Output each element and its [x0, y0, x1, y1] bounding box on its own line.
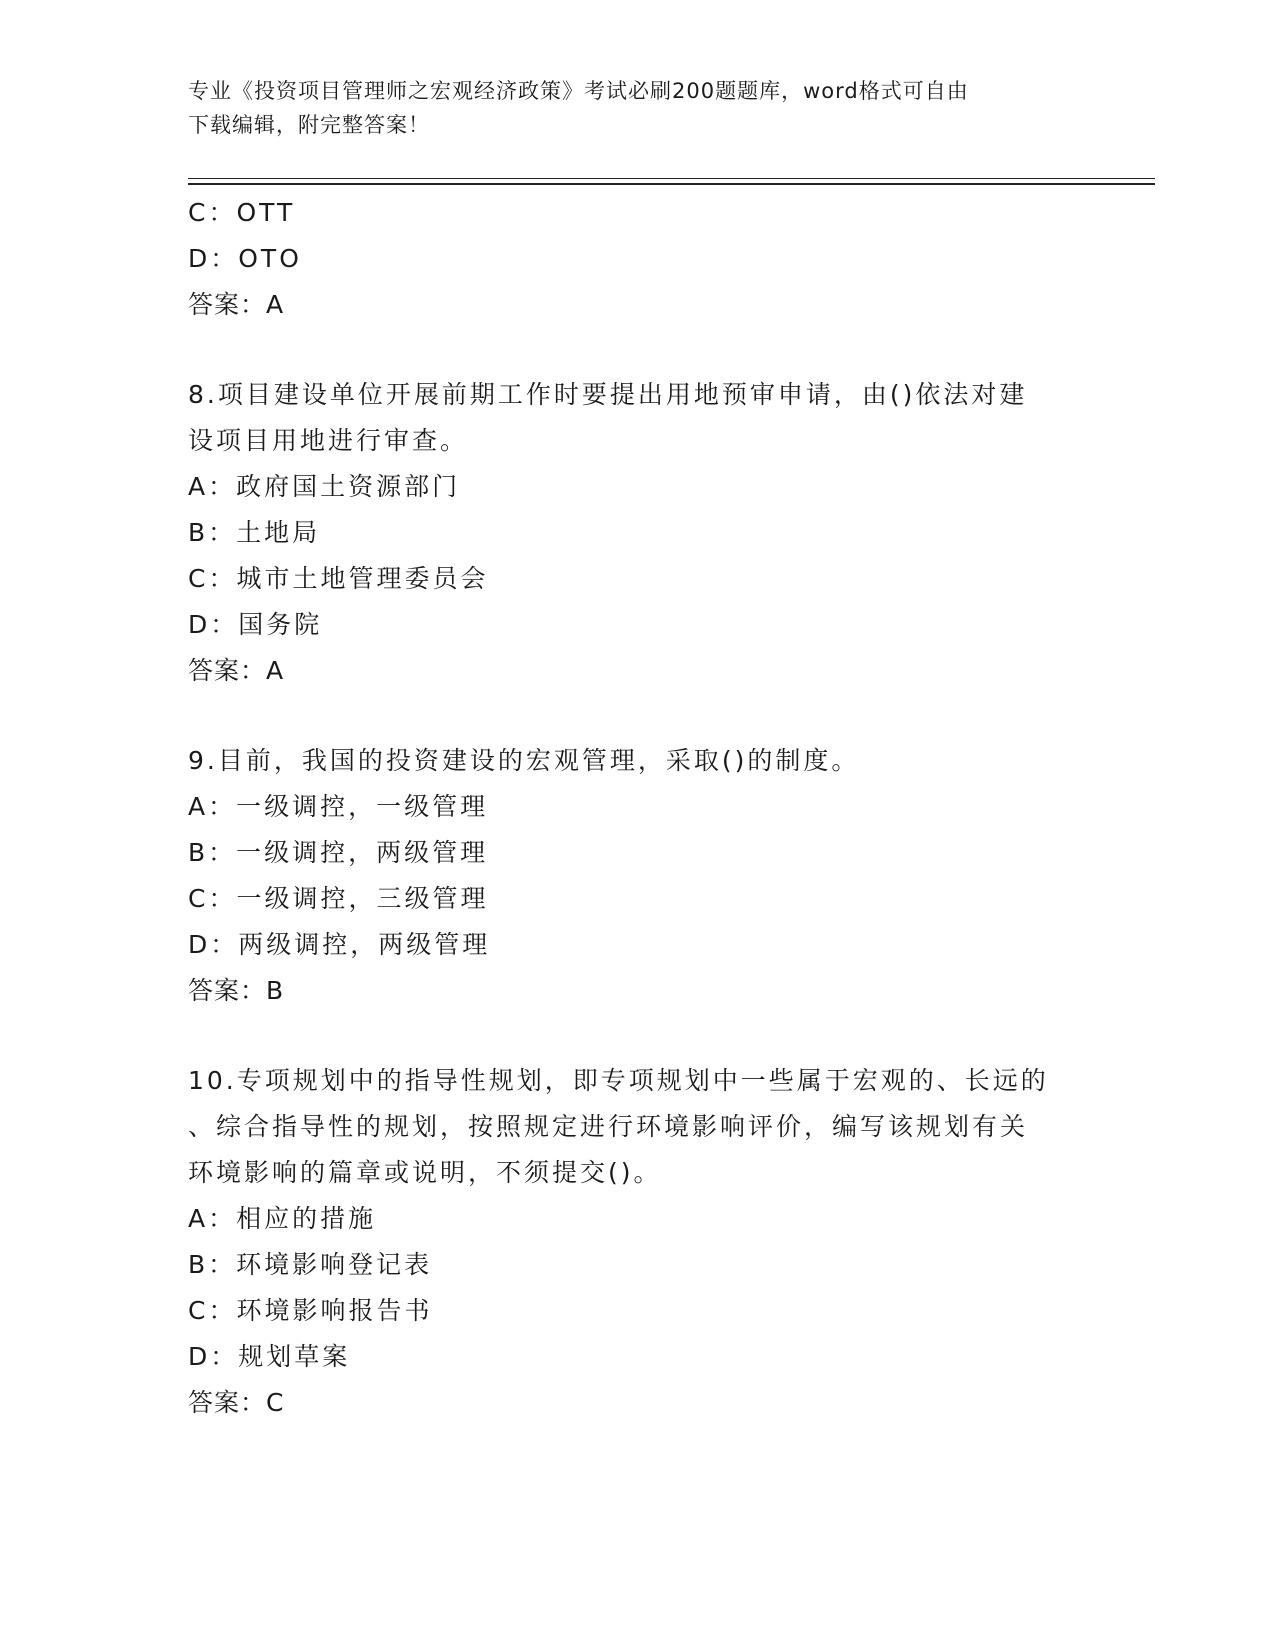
option-b: B：环境影响登记表 — [188, 1250, 433, 1279]
option-b: B：一级调控，两级管理 — [188, 838, 489, 867]
question-10 — [188, 1058, 1088, 1426]
question-stem-line: 、综合指导性的规划，按照规定进行环境影响评价，编写该规划有关 — [188, 1112, 1029, 1141]
header-title-line-2: 下载编辑，附完整答案！ — [188, 113, 430, 137]
answer-line: 答案：A — [188, 290, 285, 319]
option-c: C：城市土地管理委员会 — [188, 564, 489, 593]
question-stem-line: 10.专项规划中的指导性规划，即专项规划中一些属于宏观的、长远的 — [188, 1066, 1049, 1095]
option-a: A：政府国土资源部门 — [188, 472, 461, 501]
question-9 — [188, 738, 1088, 1014]
option-d: D：国务院 — [188, 610, 323, 639]
answer-line: 答案：A — [188, 656, 285, 685]
question-stem-line: 8.项目建设单位开展前期工作时要提出用地预审申请，由()依法对建 — [188, 380, 1028, 409]
question-stem-line: 9.目前，我国的投资建设的宏观管理，采取()的制度。 — [188, 746, 860, 775]
page-header — [188, 74, 1088, 142]
header-divider-thick — [188, 183, 1155, 185]
header-divider-thin — [188, 178, 1155, 179]
option-c: C：环境影响报告书 — [188, 1296, 433, 1325]
option-d: D：两级调控，两级管理 — [188, 930, 491, 959]
question-stem-line: 设项目用地进行审查。 — [188, 426, 469, 455]
option-a: A：一级调控，一级管理 — [188, 792, 489, 821]
question-list — [188, 190, 1088, 1426]
option-c: C：一级调控，三级管理 — [188, 884, 489, 913]
option-c: C：OTT — [188, 198, 296, 227]
header-title-line-1: 专业《投资项目管理师之宏观经济政策》考试必刷200题题库，word格式可自由 — [188, 79, 969, 103]
question-7-continued — [188, 190, 1088, 328]
question-stem-line: 环境影响的篇章或说明，不须提交()。 — [188, 1158, 662, 1187]
question-8 — [188, 372, 1088, 694]
option-d: D：规划草案 — [188, 1342, 351, 1371]
option-a: A：相应的措施 — [188, 1204, 377, 1233]
option-b: B：土地局 — [188, 518, 321, 547]
answer-line: 答案：B — [188, 976, 285, 1005]
option-d: D：OTO — [188, 244, 302, 273]
answer-line: 答案：C — [188, 1388, 285, 1417]
